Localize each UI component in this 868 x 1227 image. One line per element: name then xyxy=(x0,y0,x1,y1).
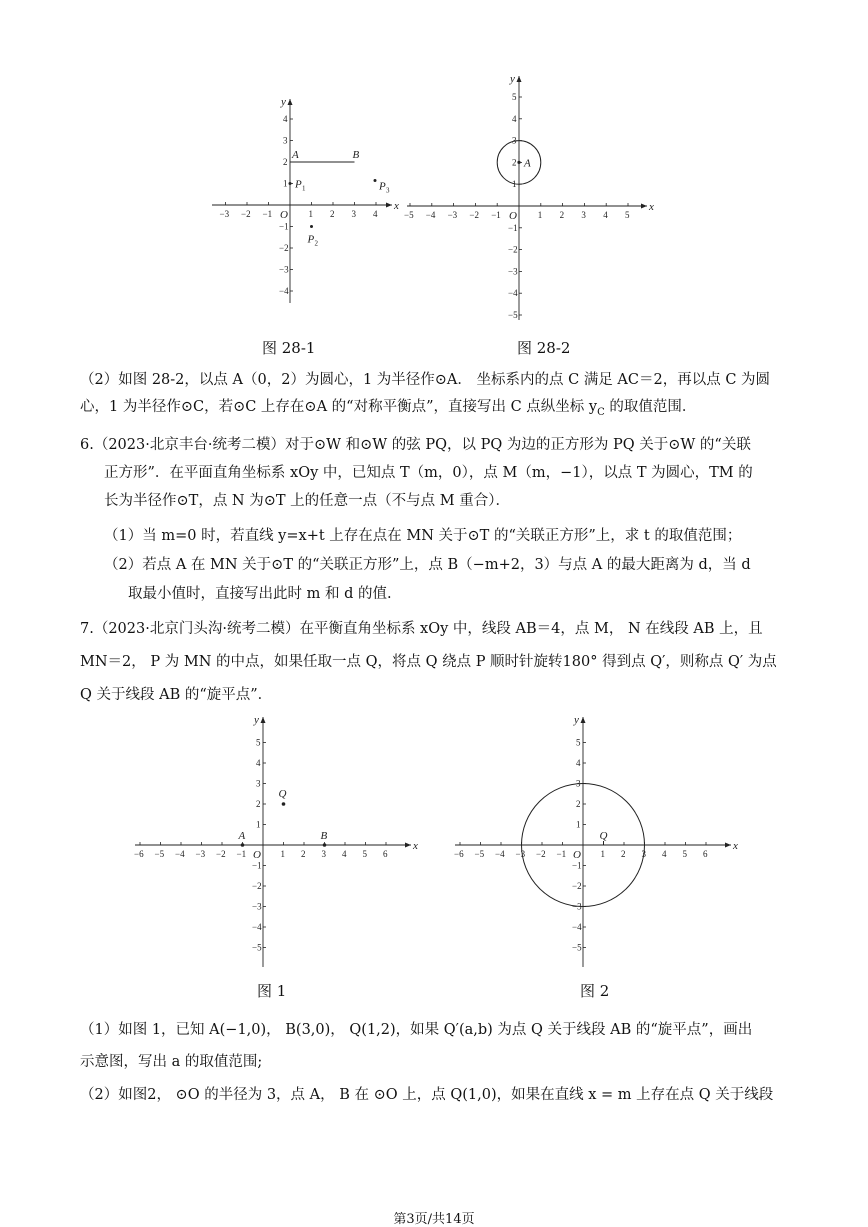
figure-28-2 xyxy=(400,70,660,320)
origin-label: O xyxy=(509,210,517,222)
figure-1 xyxy=(130,713,430,968)
origin-label: O xyxy=(573,849,581,861)
x-tick-label: −3 xyxy=(195,849,206,859)
y-axis-label: y xyxy=(281,96,286,108)
point-a xyxy=(241,843,245,847)
x-axis-label: x xyxy=(649,201,654,213)
point-q-label: Q xyxy=(599,830,608,842)
y-tick-label: 3 xyxy=(512,135,517,146)
y-tick-label: 5 xyxy=(256,737,261,748)
point-q xyxy=(282,802,286,806)
point-a-label: A xyxy=(292,149,299,161)
x-tick-label: −5 xyxy=(474,849,485,859)
x-tick-label: 1 xyxy=(308,209,313,219)
point-b-label: B xyxy=(320,830,328,842)
x-tick-label: 1 xyxy=(280,849,285,859)
y-tick-label: −3 xyxy=(572,901,582,912)
y-tick-label: −1 xyxy=(252,860,262,871)
figure-1-caption: 图 1 xyxy=(257,982,287,1000)
y-tick-label: 1 xyxy=(256,819,261,830)
figure-28-1 xyxy=(200,90,400,310)
figure-28-1-caption: 图 28-1 xyxy=(262,339,316,357)
text-line-10: MN＝2， P 为 MN 的中点，如果任取一点 Q，将点 Q 绕点 P 顺时针旋转180° 得到点 Q′，则称点 Q′ 为点 xyxy=(80,654,777,670)
y-tick-label: 5 xyxy=(576,737,581,748)
y-axis-label: y xyxy=(574,714,579,726)
x-tick-label: −3 xyxy=(447,210,458,220)
y-tick-label: 1 xyxy=(283,178,288,189)
x-tick-label: 4 xyxy=(662,849,667,859)
y-tick-label: 3 xyxy=(256,778,261,789)
text-line-4: 正方形”．在平面直角坐标系 xOy 中，已知点 T（m，0），点 M（m，−1），以点 T 为圆心，TM 的 xyxy=(104,465,753,481)
x-tick-label: 5 xyxy=(625,210,630,220)
text-line-7: （2）若点 A 在 MN 关于⊙T 的“关联正方形”上，点 B（−m+2，3）与点 A 的最大距离为 d，当 d xyxy=(104,557,751,573)
point-p1 xyxy=(289,182,292,185)
text-line-2-end: 的取值范围． xyxy=(604,399,697,415)
x-tick-label: −4 xyxy=(175,849,185,859)
x-tick-label: −2 xyxy=(241,209,251,219)
y-tick-label: 4 xyxy=(256,758,261,768)
x-tick-label: 3 xyxy=(641,849,646,859)
figure-28-2-caption: 图 28-2 xyxy=(517,339,571,357)
y-tick-label: −2 xyxy=(508,244,518,255)
x-axis-arrow xyxy=(725,843,731,848)
x-tick-label: 4 xyxy=(603,210,608,220)
x-tick-label: −1 xyxy=(236,849,247,859)
x-axis-arrow xyxy=(405,843,411,848)
subscript-c: C xyxy=(597,406,605,418)
x-tick-label: 4 xyxy=(342,849,347,859)
text-line-3: 6.（2023·北京丰台·统考二模）对于⊙W 和⊙W 的弦 PQ，以 PQ 为边的正方形为 PQ 关于⊙W 的“关联 xyxy=(80,437,751,453)
x-tick-label: −1 xyxy=(491,210,501,220)
point-p2 xyxy=(310,225,313,228)
point-a xyxy=(517,161,520,164)
point-b-label: B xyxy=(352,149,360,161)
point-b xyxy=(323,843,327,847)
y-tick-label: −1 xyxy=(279,221,289,232)
point-p1-label: P xyxy=(295,178,302,191)
x-axis-arrow xyxy=(641,204,647,209)
x-axis-label: x xyxy=(733,840,738,852)
y-tick-label: −5 xyxy=(252,942,262,953)
x-axis-label: x xyxy=(394,200,399,212)
x-tick-label: −4 xyxy=(495,849,505,859)
x-tick-label: −2 xyxy=(536,849,546,859)
y-tick-label: 2 xyxy=(512,157,517,168)
text-line-14: （2）如图2， ⊙O 的半径为 3，点 A， B 在 ⊙O 上，点 Q(1,0)，如果在直线 x = m 上存在点 Q 关于线段 xyxy=(80,1087,774,1103)
y-tick-label: −4 xyxy=(279,286,289,296)
point-a-label: A xyxy=(524,157,531,170)
y-axis-arrow xyxy=(288,99,293,105)
point-p2-label: P xyxy=(307,233,315,246)
point-p3 xyxy=(374,179,377,182)
x-tick-label: −1 xyxy=(262,209,273,219)
y-tick-label: 4 xyxy=(576,758,581,768)
text-line-13: 示意图，写出 a 的取值范围; xyxy=(80,1054,263,1070)
text-line-2-main: 心，1 为半径作⊙C，若⊙C 上存在⊙A 的“对称平衡点”，直接写出 C 点纵坐标 y xyxy=(80,399,598,415)
point-p3-label: P xyxy=(379,180,386,193)
y-axis-arrow xyxy=(517,76,522,82)
y-tick-label: 4 xyxy=(512,113,517,124)
y-tick-label: −2 xyxy=(572,881,582,891)
y-axis-label: y xyxy=(510,73,515,85)
x-tick-label: −3 xyxy=(515,849,526,859)
y-tick-label: −4 xyxy=(252,922,262,932)
x-tick-label: −4 xyxy=(425,210,436,220)
x-axis-arrow xyxy=(386,203,392,208)
point-p2-subscript: 2 xyxy=(314,239,318,248)
x-tick-label: 6 xyxy=(703,849,708,859)
y-tick-label: −1 xyxy=(508,222,518,233)
y-tick-label: −2 xyxy=(252,881,262,891)
coordinate-plane-1 xyxy=(130,713,430,968)
text-line-12: （1）如图 1，已知 A(−1,0)， B(3,0)， Q(1,2)，如果 Q′(a,b) 为点 Q 关于线段 AB 的“旋平点”，画出 xyxy=(80,1022,753,1038)
y-tick-label: −3 xyxy=(252,901,262,912)
figure-2-caption: 图 2 xyxy=(580,982,610,1000)
x-tick-label: 2 xyxy=(330,209,335,219)
y-tick-label: 3 xyxy=(576,778,581,789)
x-tick-label: −2 xyxy=(216,849,226,859)
x-tick-label: 3 xyxy=(321,849,326,859)
x-tick-label: −2 xyxy=(469,210,479,220)
y-axis-arrow xyxy=(581,717,586,723)
y-axis-arrow xyxy=(261,717,266,723)
y-tick-label: 2 xyxy=(256,799,261,809)
point-p1-subscript: 1 xyxy=(302,184,306,193)
y-tick-label: −1 xyxy=(572,860,582,871)
y-tick-label: −5 xyxy=(572,942,582,953)
x-tick-label: 4 xyxy=(373,209,378,219)
y-axis-label: y xyxy=(254,714,259,726)
x-tick-label: 5 xyxy=(362,849,367,859)
x-tick-label: 5 xyxy=(682,849,687,859)
x-tick-label: −6 xyxy=(454,849,464,859)
origin-label: O xyxy=(253,849,261,861)
y-tick-label: 2 xyxy=(576,799,581,809)
x-tick-label: −1 xyxy=(556,849,567,859)
figure-2 xyxy=(450,713,750,968)
y-tick-label: −2 xyxy=(279,243,289,253)
x-tick-label: 2 xyxy=(301,849,306,859)
x-tick-label: −5 xyxy=(404,210,414,220)
origin-label: O xyxy=(280,209,288,221)
text-line-6: （1）当 m=0 时，若直线 y=x+t 上存在点在 MN 关于⊙T 的“关联正方形”上，求 t 的取值范围； xyxy=(104,528,742,544)
y-tick-label: −3 xyxy=(279,264,289,275)
text-line-9: 7.（2023·北京门头沟·统考二模）在平衡直角坐标系 xOy 中，线段 AB＝4，点 M， N 在线段 AB 上，且 xyxy=(80,621,763,637)
point-p3-subscript: 3 xyxy=(386,186,390,195)
x-tick-label: 1 xyxy=(537,210,543,220)
y-tick-label: 2 xyxy=(283,157,288,167)
coordinate-plane-28-2 xyxy=(400,70,660,320)
text-line-11: Q 关于线段 AB 的“旋平点”． xyxy=(80,687,273,703)
x-tick-label: 3 xyxy=(581,210,586,220)
x-tick-label: −3 xyxy=(219,209,230,219)
x-tick-label: 3 xyxy=(351,209,356,219)
y-tick-label: −4 xyxy=(572,922,582,932)
y-tick-label: −4 xyxy=(508,288,518,299)
text-line-8: 取最小值时，直接写出此时 m 和 d 的值. xyxy=(128,586,392,602)
x-tick-label: −5 xyxy=(154,849,165,859)
x-tick-label: 1 xyxy=(600,849,605,859)
point-q-label: Q xyxy=(278,788,287,800)
y-tick-label: −3 xyxy=(508,266,518,277)
x-tick-label: 2 xyxy=(559,210,565,220)
y-tick-label: 4 xyxy=(283,114,288,124)
x-tick-label: −6 xyxy=(134,849,144,859)
y-tick-label: 1 xyxy=(512,179,517,190)
y-tick-label: 5 xyxy=(512,92,517,102)
text-line-2 xyxy=(80,397,696,423)
x-tick-label: 2 xyxy=(621,849,626,859)
x-axis-label: x xyxy=(413,840,418,852)
text-line-1: （2）如图 28-2，以点 A（0，2）为圆心，1 为半径作⊙A． 坐标系内的点 C 满足 AC＝2，再以点 C 为圆 xyxy=(80,372,771,388)
coordinate-plane-2 xyxy=(450,713,750,968)
x-tick-label: 6 xyxy=(383,849,388,859)
point-a-label: A xyxy=(238,830,246,842)
coordinate-plane-28-1 xyxy=(200,90,400,310)
text-line-5: 长为半径作⊙T，点 N 为⊙T 上的任意一点（不与点 M 重合）． xyxy=(104,493,510,509)
y-tick-label: 1 xyxy=(576,819,581,830)
y-tick-label: 3 xyxy=(283,135,288,146)
y-tick-label: −5 xyxy=(508,310,518,320)
page-footer: 第3页/共14页 xyxy=(393,1212,475,1227)
